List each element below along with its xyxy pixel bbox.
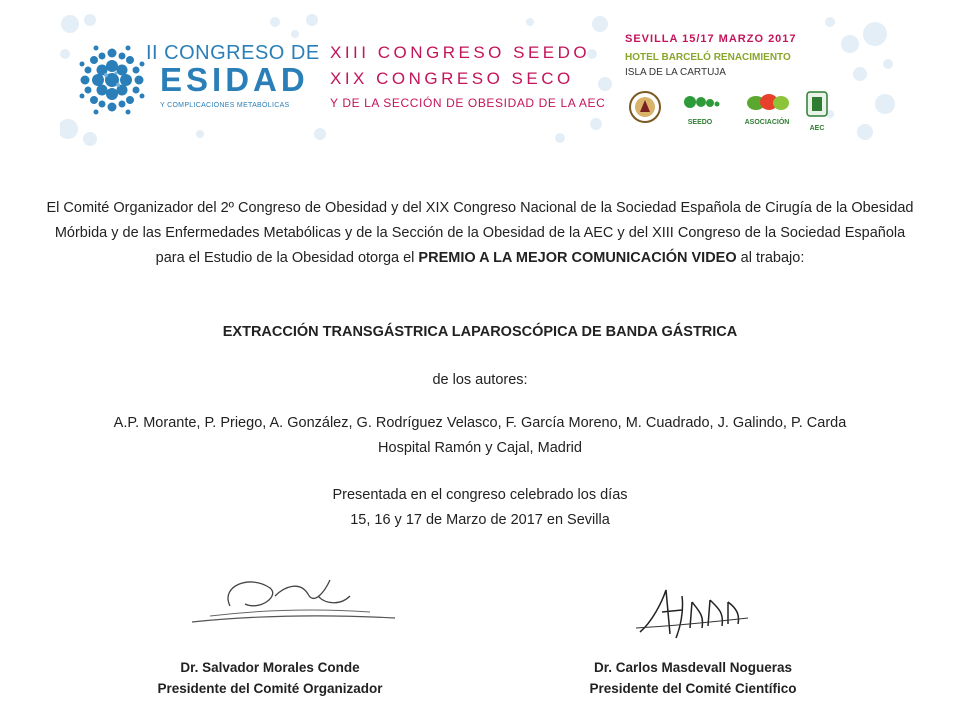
authors-block (40, 411, 920, 461)
signer-left (100, 657, 440, 699)
congress-banner (60, 14, 898, 146)
congress-date: SEVILLA 15/17 MARZO 2017 (625, 33, 797, 45)
intro-tail: al trabajo: (740, 250, 805, 266)
certificate-intro (40, 196, 920, 271)
congress-title-obesidad: ESIDAD (160, 61, 309, 98)
signer-left-role: Presidente del Comité Organizador (157, 681, 383, 696)
seedo-caption: SEEDO (687, 119, 713, 126)
seedo-dots-icon (680, 90, 720, 114)
signer-left-name: Dr. Salvador Morales Conde (180, 660, 360, 675)
presented-line-1: Presentada en el congreso celebrado los días (332, 487, 628, 503)
aec-caption: AEC (809, 125, 825, 132)
aec-logo (804, 90, 830, 132)
signer-right (523, 657, 863, 699)
signer-right-role: Presidente del Comité Científico (589, 681, 797, 696)
presentation-block (40, 483, 920, 533)
authors-list: A.P. Morante, P. Priego, A. González, G. Rodríguez Velasco, F. García Moreno, M. Cuadrado, J. Galindo, P. Carda (113, 415, 847, 431)
congress-subtitle: Y COMPLICACIONES METABÓLICAS (160, 102, 290, 109)
signer-right-name: Dr. Carlos Masdevall Nogueras (593, 660, 793, 675)
produce-icon (744, 90, 790, 114)
seedo-logo (680, 90, 720, 126)
aec-section-line: Y DE LA SECCIÓN DE OBESIDAD DE LA AEC (330, 96, 606, 110)
congress-title-line1: II CONGRESO DE (146, 42, 320, 64)
congress-location: ISLA DE LA CARTUJA (625, 67, 726, 78)
signature-right (632, 582, 752, 646)
presented-line-2: 15, 16 y 17 de Marzo de 2017 en Sevilla (350, 512, 610, 528)
congress-hotel: HOTEL BARCELÓ RENACIMIENTO (625, 52, 791, 63)
seco-seal-icon (628, 90, 662, 124)
authors-label: de los autores: (432, 372, 528, 388)
work-title: EXTRACCIÓN TRANSGÁSTRICA LAPAROSCÓPICA DE BANDA GÁSTRICA (222, 324, 738, 340)
seedo-congress-line: XIII CONGRESO SEEDO (330, 43, 591, 62)
intro-text: El Comité Organizador del 2º Congreso de Obesidad y del XIX Congreso Nacional de la Sociedad Española de Cirugía de la Obesidad Mórbida y de las Enfermedades Metabólicas y de la Sección de la Obesidad de la AEC y del XIII Congreso de la Sociedad Española para el Estudio de la Obesidad otorga el (46, 200, 914, 266)
signature-left (190, 566, 400, 636)
obesidad-ball-logo (72, 40, 152, 120)
seco-congress-line: XIX CONGRESO SECO (330, 69, 574, 88)
aec-shield-icon (804, 90, 830, 120)
asociacion-logo (744, 90, 790, 126)
asociacion-caption: ASOCIACIÓN (744, 119, 790, 126)
award-name: PREMIO A LA MEJOR COMUNICACIÓN VIDEO (418, 250, 737, 266)
institution: Hospital Ramón y Cajal, Madrid (378, 440, 582, 456)
seco-logo (628, 90, 662, 129)
